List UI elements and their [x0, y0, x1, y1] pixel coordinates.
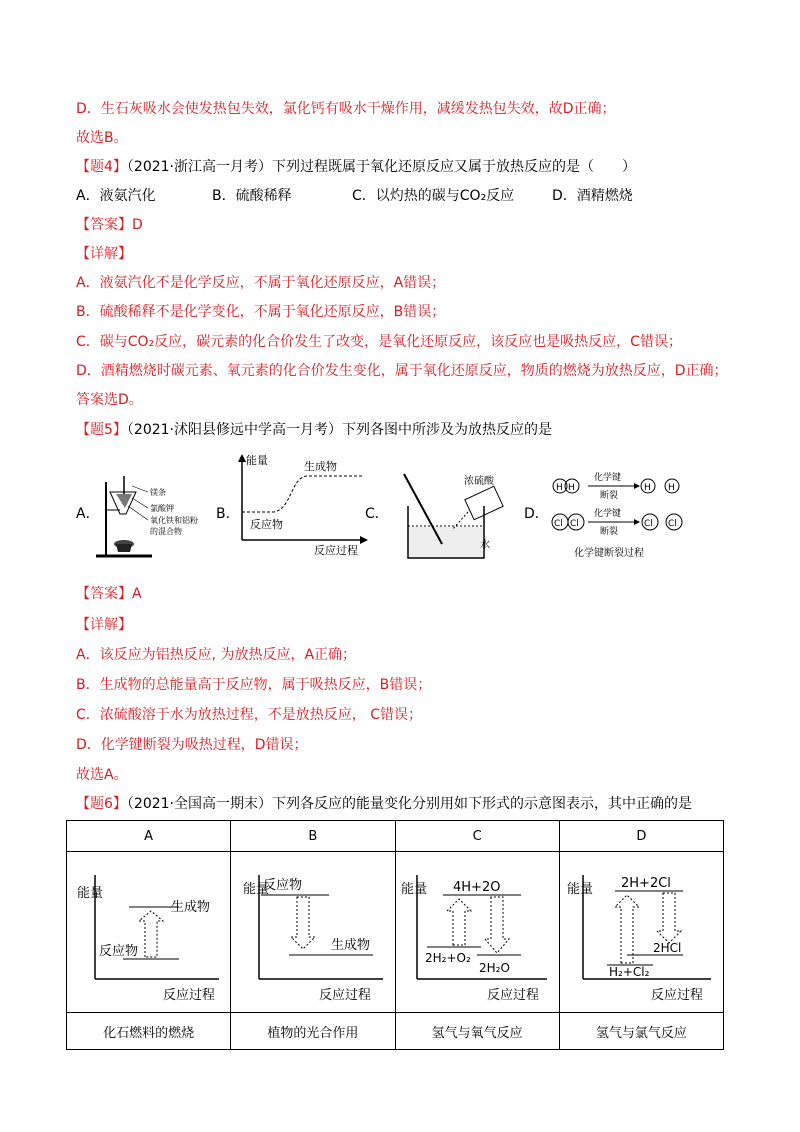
q4-stem: （2021·浙江高一月考）下列过程既属于氧化还原反应又属于放热反应的是（ ）: [126, 159, 636, 175]
fig-b-bottom: 反应物: [250, 518, 283, 531]
q5-stem-line: [76, 420, 552, 440]
q6-caption-d: 氢气与氯气反应: [559, 1013, 723, 1050]
fig-a-label-kclo3: 氯酸钾: [150, 504, 174, 513]
q6-svg-a: [69, 855, 229, 1005]
q6-svg-c: [397, 855, 557, 1005]
q6-caption-b: 植物的光合作用: [231, 1013, 395, 1050]
svg-text:生成物: 生成物: [170, 900, 210, 915]
fig-d-caption: 化学键断裂过程: [574, 548, 644, 559]
svg-text:能量: 能量: [76, 886, 103, 901]
q6-diagram-c: [395, 852, 559, 1013]
prev-answer: 故选B。: [76, 130, 128, 146]
svg-text:2H+2Cl: 2H+2Cl: [621, 876, 672, 891]
q5-option-a-label: A．: [76, 506, 100, 522]
q4-tag: 【题4】: [76, 159, 127, 175]
q6-diagram-d: [559, 852, 723, 1013]
q4-explain-b: B．硫酸稀释不是化学变化，不属于氧化还原反应，B错误；: [76, 304, 446, 320]
q5-conclusion: 故选A。: [76, 767, 128, 783]
svg-text:生成物: 生成物: [330, 938, 370, 953]
fig-a-label-mix2: 的混合物: [150, 527, 182, 536]
q4-explain-c: C．碳与CO₂反应，碳元素的化合价发生了改变，是氧化还原反应，该反应也是吸热反应，C错误；: [76, 334, 682, 350]
svg-text:反应过程: 反应过程: [651, 988, 704, 1003]
fig-d-bond-1: 化学键: [594, 473, 622, 483]
q5-fig-b: [232, 450, 372, 560]
q6-diagram-b: [231, 852, 395, 1013]
q4-stem-line: [76, 157, 636, 177]
q5-fig-d: [546, 462, 696, 562]
svg-text:H₂+Cl₂: H₂+Cl₂: [609, 965, 650, 979]
q4-option-a: A．液氨汽化: [76, 188, 156, 204]
q4-explain-tag: 【详解】: [76, 246, 132, 262]
fig-a-label-mg: 镁条: [150, 488, 166, 497]
fig-b-ylabel: 能量: [246, 454, 268, 467]
q5-stem: （2021·沭阳县修远中学高一月考）下列各图中所涉及为放热反应的是: [126, 422, 552, 438]
svg-text:H: H: [668, 483, 675, 493]
q5-option-b-label: B．: [216, 506, 240, 522]
svg-text:反应过程: 反应过程: [318, 988, 371, 1003]
svg-text:2HCl: 2HCl: [653, 941, 682, 955]
q6-caption-a: 化石燃料的燃烧: [67, 1013, 231, 1050]
svg-text:反应过程: 反应过程: [487, 988, 540, 1003]
q5-fig-c: [384, 466, 514, 566]
svg-text:2H₂O: 2H₂O: [479, 961, 511, 975]
svg-text:2H₂+O₂: 2H₂+O₂: [425, 951, 471, 965]
q5-answer: 【答案】A: [76, 586, 142, 602]
svg-text:Cl: Cl: [570, 519, 579, 529]
q5-tag: 【题5】: [76, 422, 127, 438]
q6-table: [66, 820, 724, 1050]
svg-text:能量: 能量: [242, 882, 269, 897]
fig-b-top: 生成物: [304, 460, 337, 473]
svg-text:反应物: 反应物: [98, 944, 138, 959]
q5-explain-tag: 【详解】: [76, 617, 132, 633]
fig-c-water: 水: [480, 540, 490, 551]
q6-header-b: B: [231, 821, 395, 852]
q6-svg-d: [561, 855, 721, 1005]
q5-explain-b: B．生成物的总能量高于反应物，属于吸热反应，B错误；: [76, 677, 432, 693]
q6-svg-b: [233, 855, 393, 1005]
q6-header-c: C: [395, 821, 559, 852]
q4-option-c: C．以灼热的碳与CO₂反应: [352, 188, 515, 204]
q6-diagram-a: [67, 852, 231, 1013]
q6-stem: （2021·全国高一期末）下列各反应的能量变化分别用如下形式的示意图表示，其中正确的是: [126, 796, 692, 812]
q5-explain-a: A．该反应为铝热反应, 为放热反应，A正确；: [76, 647, 357, 663]
fig-d-break-1: 断裂: [600, 491, 619, 501]
q4-option-d: D．酒精燃烧: [552, 188, 633, 204]
fig-d-break-2: 断裂: [600, 527, 619, 537]
q6-header-a: A: [67, 821, 231, 852]
q6-header-d: D: [559, 821, 723, 852]
q4-explain-d: D．酒精燃烧时碳元素、氧元素的化合价发生变化，属于氧化还原反应，物质的燃烧为放热反应，D正确；: [76, 363, 728, 379]
fig-c-acid: 浓硫酸: [464, 476, 494, 487]
fig-b-xlabel: 反应过程: [314, 544, 358, 557]
svg-text:能量: 能量: [567, 882, 594, 897]
svg-text:Cl: Cl: [554, 519, 563, 529]
q5-explain-d: D．化学键断裂为吸热过程，D错误；: [76, 737, 308, 753]
svg-text:4H+2O: 4H+2O: [453, 880, 501, 895]
prev-option-d: D．生石灰吸水会使发热包失效，氯化钙有吸水干燥作用，减缓发热包失效，故D正确；: [76, 101, 616, 117]
q4-option-b: B．硫酸稀释: [212, 188, 292, 204]
svg-text:反应过程: 反应过程: [162, 988, 215, 1003]
fig-a-label-mix: 氧化铁和铝粉: [150, 516, 198, 525]
svg-text:Cl: Cl: [668, 519, 677, 529]
svg-text:H: H: [568, 483, 575, 493]
q6-caption-c: 氢气与氧气反应: [395, 1013, 559, 1050]
q6-tag: 【题6】: [76, 796, 127, 812]
svg-text:H: H: [644, 483, 651, 493]
svg-text:H: H: [556, 483, 563, 493]
fig-d-bond-2: 化学键: [594, 509, 622, 519]
q6-stem-line: [76, 794, 692, 814]
svg-text:能量: 能量: [401, 882, 428, 897]
svg-text:Cl: Cl: [644, 519, 653, 529]
svg-text:反应物: 反应物: [262, 878, 302, 893]
q5-fig-a: [92, 462, 222, 562]
q5-option-c-label: C．: [365, 506, 389, 522]
q5-option-d-label: D．: [524, 506, 549, 522]
q4-conclusion: 答案选D。: [76, 392, 143, 408]
q4-explain-a: A．液氨汽化不是化学反应，不属于氧化还原反应，A错误；: [76, 275, 446, 291]
q4-answer: 【答案】D: [76, 217, 143, 233]
q5-explain-c: C．浓硫酸溶于水为放热过程，不是放热反应， C错误；: [76, 707, 422, 723]
